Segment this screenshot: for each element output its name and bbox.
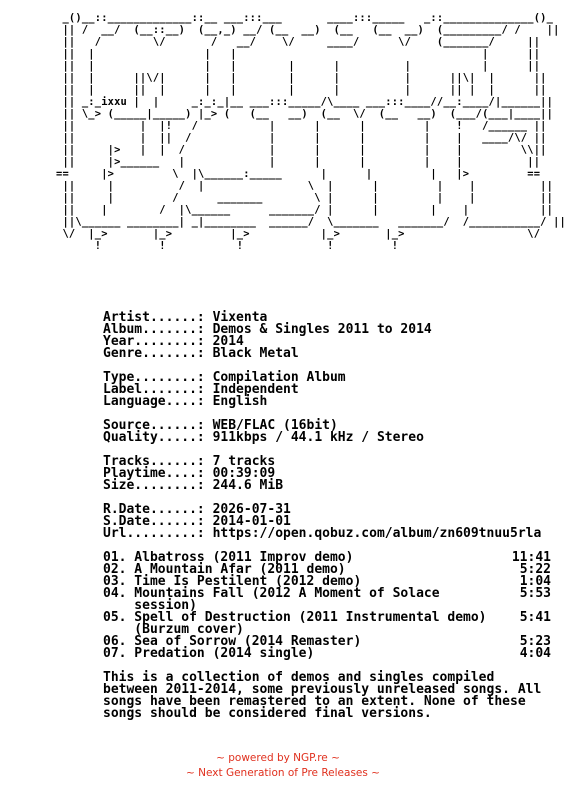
track-duration: 5:22 [519, 562, 551, 577]
info-key: S.Date......: [103, 514, 213, 529]
info-value: 2026-07-31 [212, 502, 291, 517]
info-row-language [103, 396, 551, 408]
ascii-logo: _()__::_____________::__ ___:::___ ____:::_____ _::______________()_ || / __/ (__::__) (__,_) __/ (__ __) (__ (__ __) (_________/ / || || / \/ / __/ \/ ____/ \/ (_______/ || || | | | | || || | | | | | | | || || | ||\/| | | | | | ||\| | || || | || | | | | | | || | | || || _:_ixxu | | _:_:_|__ ___:::_____/\____ ___:::____//__:____/|______|| || \_> (_____|_____) |_> ( (__ __) (__ \/ (__ __) (___/(___|____|| || | |! / | | | | ! /______ || || | || / | | | | | ____/\/ || || |> | | / | | | | | \\|| || |>______ | | | | | | || == |> \ |\______:_____ | | | |> == || | / | \ | | | | || || | / _______ \ | | | | || || | / |\______ _______/ | | | | || ||\______ ________| _|________ ______/ \_______ _______/ /___________/ || \/ |_> |_> |_> |_> |_> \/ ! ! ! ! ! [56, 12, 566, 252]
info-row-size [103, 480, 551, 492]
info-key: R.Date......: [103, 502, 213, 517]
info-value: 911kbps / 44.1 kHz / Stereo [212, 430, 424, 445]
track-title: (Burzum cover) [103, 622, 244, 637]
track-title: 07. Predation (2014 single) [103, 646, 315, 661]
info-key: Language....: [103, 394, 213, 409]
description-line: songs should be considered final versions. [103, 706, 432, 721]
info-key: Size........: [103, 478, 213, 493]
description-line: songs have been remastered to an extent. None of these [103, 694, 526, 709]
description-line: This is a collection of demos and singles compiled [103, 670, 495, 685]
info-value: https://open.qobuz.com/album/zn609tnuu5rla [212, 526, 542, 541]
info-key: Playtime....: [103, 466, 213, 481]
info-value: 244.6 MiB [212, 478, 284, 493]
info-value: Independent [212, 382, 299, 397]
track-title: 06. Sea of Sorrow (2014 Remaster) [103, 634, 362, 649]
description-line: between 2011-2014, some previously unreleased songs. All [103, 682, 542, 697]
info-value: Black Metal [212, 346, 299, 361]
info-key: Tracks......: [103, 454, 213, 469]
info-key: Genre.......: [103, 346, 213, 361]
info-value: English [212, 394, 268, 409]
info-value: 2014 [212, 334, 244, 349]
track-duration: 5:41 [519, 610, 551, 625]
info-value: Vixenta [212, 310, 268, 325]
info-value: 2014-01-01 [212, 514, 291, 529]
track-title: 01. Albatross (2011 Improv demo) [103, 550, 354, 565]
track-duration: 1:04 [519, 574, 551, 589]
track-title: 02. A Mountain Afar (2011 demo) [103, 562, 346, 577]
track-duration: 5:53 [519, 586, 551, 601]
info-key: Quality.....: [103, 430, 213, 445]
info-key: Url.........: [103, 526, 213, 541]
track-row [103, 648, 551, 660]
track-title: session) [103, 598, 197, 613]
track-duration: 11:41 [511, 550, 551, 565]
info-section-album [103, 312, 551, 720]
info-key: Label.......: [103, 382, 213, 397]
track-title: 03. Time Is Pestilent (2012 demo) [103, 574, 362, 589]
info-value: 00:39:09 [212, 466, 276, 481]
info-row-url [103, 528, 551, 540]
nfo-body [103, 312, 551, 720]
info-row-quality [103, 432, 551, 444]
info-key: Type........: [103, 370, 213, 385]
footer-tagline: ~ Next Generation of Pre Releases ~ [186, 767, 380, 779]
footer-powered-by: ~ powered by NGP.re ~ [216, 752, 340, 764]
info-value: WEB/FLAC (16bit) [212, 418, 338, 433]
track-title: 05. Spell of Destruction (2011 Instrumental demo) [103, 610, 487, 625]
info-value: Compilation Album [212, 370, 346, 385]
info-value: 7 tracks [212, 454, 276, 469]
track-duration: 5:23 [519, 634, 551, 649]
info-key: Source......: [103, 418, 213, 433]
track-duration: 4:04 [519, 646, 551, 661]
info-row-genre [103, 348, 551, 360]
info-value: Demos & Singles 2011 to 2014 [212, 322, 432, 337]
info-key: Album.......: [103, 322, 213, 337]
info-key: Artist......: [103, 310, 213, 325]
track-title: 04. Mountains Fall (2012 A Moment of Solace [103, 586, 440, 601]
info-key: Year........: [103, 334, 213, 349]
